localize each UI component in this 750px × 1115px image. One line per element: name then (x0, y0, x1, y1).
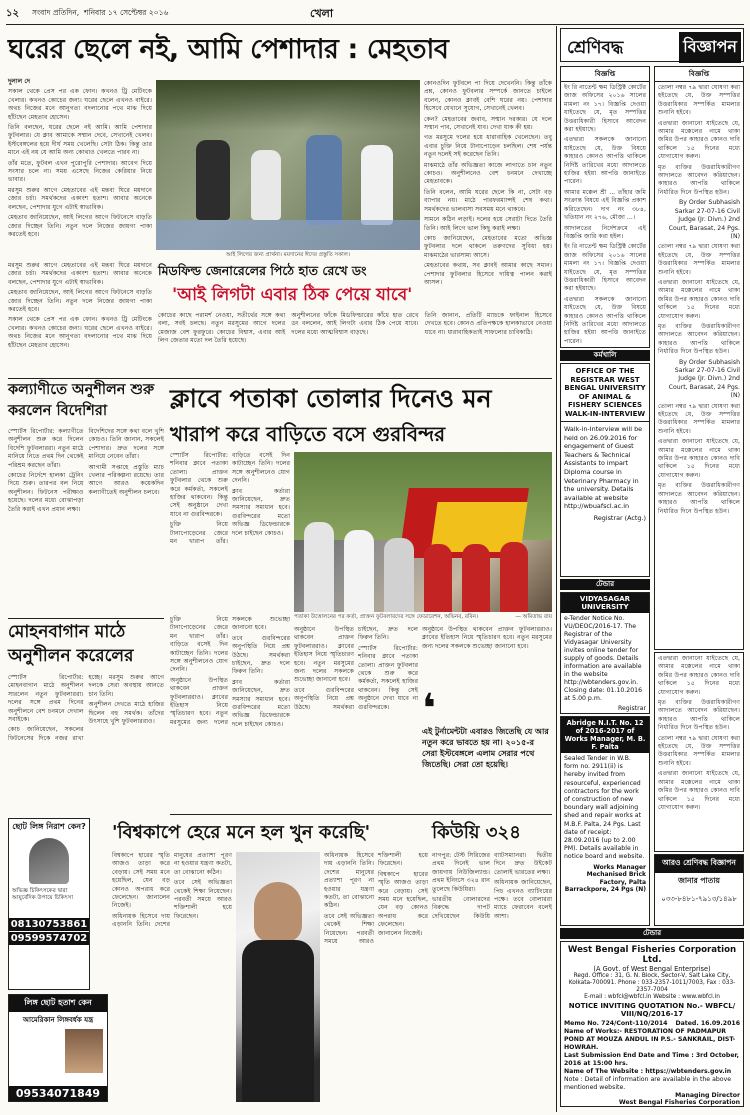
classified-col-2 (654, 66, 744, 650)
lead-headline: ঘরের ছেলে নই, আমি পেশাদার : মেহতাব (8, 34, 449, 65)
lead-photo (156, 80, 420, 250)
classified-col-1 (560, 66, 650, 348)
flag-para: অনুষ্ঠানে উপস্থিত থাকবেন প্রাক্তন ফুটবলাররাও। ক্লাবের ইতিহাস নিয়ে স্মৃতিচারণ হবে। নতুন মরসুমের জন্য দলের সকলকে শুভেচ্ছা জানানো হবে। (294, 626, 354, 684)
classified-item: মৃত ব্যক্তির উত্তরাধিকারীগণ আদালতে আবেদন করিয়াছেন। কাহারও আপত্তি থাকিলে নির্ধারিত দিনে উপস্থিত হউন। (658, 163, 740, 196)
flag-para: অনুষ্ঠানে উপস্থিত থাকবেন প্রাক্তন ফুটবলাররাও। ক্লাবের ইতিহাস নিয়ে স্মৃতিচারণ হবে। নতুন মরসুমের জন্য দলের সকলকে শুভেচ্ছা জানানো হবে। (422, 626, 552, 650)
lead-body-left-cont (8, 262, 152, 374)
flag-body-right2 (422, 626, 552, 690)
classified-item: তোলা নম্বর ৭৯ দ্বারা ঘোষণা করা হইতেছে যে, উক্ত সম্পত্তির উত্তরাধিকার সম্পর্কিত মামলার শুনানি হইবে। (658, 734, 740, 767)
ad-hair-sub: অভিজ্ঞ চিকিৎসকের দ্বারা আয়ুর্বেদিক উপায়ে চিকিৎসা (12, 888, 73, 901)
flag-headline-1: ক্লাবে পতাকা তোলার দিনেও মন (170, 384, 492, 413)
fisheries-note: Note : Detail of information are available in the above mentioned website. (564, 1076, 732, 1091)
classified-item: এতদ্বারা সকলকে জানানো যাইতেছে যে, উক্ত বিষয়ে কাহারও কোনও আপত্তি থাকিলে নির্দিষ্ট তারিখের মধ্যে আদালতে হাজির হইয়া আপত্তি জানাইতে পারেন। (564, 295, 646, 345)
registrar-ad-body: Walk-in-Interview will be held on 26.09.2016 for engagement of Guest Teachers & Technical Assistants to impart Diploma course in Veterinary Pharmacy in the university. Details available at website http://wbuafscl.ac.in (564, 425, 643, 511)
kalyani-para: স্পোর্টস রিপোর্টার: কল্যাণীতে অনুশীলন শুরু করে দিলেন বিদেশি ফুটবলাররা। নতুন মাঠে মানিয়ে নিতে প্রথম দিন থেকেই পরিশ্রম করছেন তাঁরা। (8, 428, 84, 469)
classified-col-2b (654, 652, 744, 852)
midfield-para: তিনি জানান, প্রতিটি ম্যাচকে ফাইনাল হিসেবে দেখতে হবে। কোনও প্রতিপক্ষকে হালকাভাবে নেওয়া যাবে না। ধারাবাহিকতাই সাফল্যের চাবিকাঠি। (424, 312, 552, 336)
header-rule (6, 24, 744, 25)
classified-title-2: বিজ্ঞাপন (679, 32, 741, 63)
registrar-ad-title: OFFICE OF THE REGISTRAR WEST BENGAL UNIVERSITY OF ANIMAL & FISHERY SCIENCES WALK-IN-INTERVIEW (561, 364, 649, 422)
ad-hair-phone-1: 08130753861 (10, 919, 88, 930)
more-classified-title: আরও শ্রেণিবদ্ধ বিজ্ঞাপন (655, 855, 743, 873)
flag-photo (294, 452, 552, 612)
wc-body-right (324, 852, 428, 1102)
abridge-title: Abridge N.I.T. No. 12 of 2016-2017 of Works Manager, M. B. F. Palta (561, 717, 649, 753)
kohli-headline: কিউয়ি ৩২৪ (432, 822, 521, 843)
mohun-body (8, 674, 164, 814)
fisheries-office: Regd. Office : 31, G. N. Block, Sector-V, Salt Lake City, Kolkata-700091. Phone : 033-2357-1011/7003, Fax : 033-2357-7004 (568, 973, 736, 993)
flag-body-right (294, 626, 418, 812)
flag-para: চুক্তি নিয়ে টানাপোড়েনের জেরে মন খারাপ তাঁর। বাড়িতে বসেই দিন কাটাচ্ছেন তিনি। দলের সঙ্গে অনুশীলনেও যোগ দেননি। (170, 452, 290, 546)
fisheries-notice[interactable] (560, 941, 744, 1107)
lead-right-para: কেন? মেহতাবের জবাব, সম্মান দরকার। যে দলে সম্মান পাব, সেখানেই যাব। দেখা যাক কী হয়। (424, 115, 552, 132)
classified-item: ইং রি নাতেন্ট ক্ষম ডিস্ট্রিক্ট কোর্টের জাজ অফিসের ২০১৬ সালের মামলা নং ১৭। বিজ্ঞপ্তি দেওয়া যাইতেছে যে, মৃত সম্পত্তির উত্তরাধিকারী হিসাবে আবেদন করা হইয়াছে। (564, 243, 646, 293)
wc-para: বিশ্বকাপে হারের স্মৃতি আজও তাড়া করে বেড়ায়। সেই সময় মনে হয়েছিল, যেন বড় কোনও অপরাধ করে ফেলেছেন। জানালেন নিজেই। (378, 870, 428, 937)
flag-para: চুক্তি নিয়ে টানাপোড়েনের জেরে মন খারাপ তাঁর। বাড়িতে বসেই দিন কাটাচ্ছেন তিনি। দলের সঙ্গে অনুশীলনেও যোগ দেননি। (170, 616, 228, 674)
mohun-para: স্পোর্টস রিপোর্টার: মোহনবাগান মাঠে অনুশীলন সারলেন নতুন ফুটবলাররা। দলের সঙ্গে প্রথম দিনের অনুশীলনে বেশ চনমনে দেখাল সবাইকে। (8, 674, 84, 724)
section-rule (8, 618, 164, 619)
more-classified-sub: জানার পাতায় (678, 876, 720, 885)
classified-item: এতদ্বারা জানানো যাইতেছে যে, আমার মক্কেলের নামে থাকা জমির উপর কাহারও কোনও দাবি থাকিলে ১৫ দিনের মধ্যে যোগাযোগ করুন। (658, 438, 740, 479)
wc-headline: 'বিশ্বকাপে হেরে মনে হল খুন করেছি' (112, 822, 371, 843)
wc-para: তবে সেই অভিজ্ঞতা থেকেই শিক্ষা নিয়েছেন। পরবর্তী সময়ে আরও শক্তিশালী হয়ে ফিরেছেন। (174, 879, 232, 920)
classified-title (560, 28, 744, 62)
wc-para: অধিনায়ক হিসেবে দায় এড়াননি তিনি। দেশের মানুষের প্রত্যাশা পূরণ না হওয়ার যন্ত্রণা কতটা, তা বোঝানো কঠিন। (112, 852, 232, 929)
more-classified-phone: ০৩৩-৮৪৮১-৭৯১৩/১৪৯৮ (661, 895, 737, 903)
fisheries-last-date: Last Submission End Date and Time : 3rd October, 2016 at 15:00 hrs. (564, 1052, 740, 1067)
classified-col-2-head: বিজ্ঞপ্তি (655, 67, 743, 82)
wc-para: তবে সেই অভিজ্ঞতা থেকেই শিক্ষা নিয়েছেন। পরবর্তী সময়ে আরও শক্তিশালী হয়ে ফিরেছেন। (324, 852, 428, 946)
classified-item: মৃত ব্যক্তির উত্তরাধিকারীগণ আদালতে আবেদন করিয়াছেন। কাহারও আপত্তি থাকিলে নির্ধারিত দিনে উপস্থিত হউন। (658, 322, 740, 356)
lead-right-para: কোচ জানিয়েছেন, মেহতাবের মতো অভিজ্ঞ ফুটবলার দলে থাকলে তরুণদের সুবিধা হয়। মাঝমাঠের ভারসাম্য আসে। (424, 234, 552, 259)
lead-right-para: তিনি বলেন, আমি ঘরের ছেলে কি না, সেটা বড় ব্যাপার নয়। মাঠে পারফরম্যান্সই শেষ কথা। সমর্থকদের ভালবাসা সবসময় মনে থাকবে। (424, 188, 552, 213)
section-rule (8, 378, 552, 379)
tender-band-2: টেন্ডার (560, 928, 744, 939)
classified-item: By Order Subhasish Sarkar 27-07-16 Civil Judge (Jr. Divn.) 2nd Court, Barasat, 24 Pgs. (N) (668, 199, 740, 240)
flag-para: তবে গুরবিন্দরের অনুপস্থিতি নিয়ে প্রশ্ন উঠছে। সমর্থকরা চাইছেন, দ্রুত দলে ফিরুন তিনি। (232, 634, 290, 676)
lead-body-left (8, 78, 152, 258)
classified-item: এতদ্বারা সকলকে জানানো যাইতেছে যে, উক্ত বিষয়ে কাহারও কোনও আপত্তি থাকিলে নির্দিষ্ট তারিখের মধ্যে আদালতে হাজির হইয়া আপত্তি জানাইতে পারেন। (564, 136, 646, 186)
midfield-para: কোচের কাছে পরামর্শ নেওয়া, সতীর্থের সঙ্গে কথা বলা, সবই চলছে। নতুন মরসুমের আগে দলের মেজাজ বেশ ফুরফুরে। কোচের বিশ্বাস, এবার আই লিগ জেতার মতো দল তৈরি হয়েছে। (158, 312, 286, 345)
classified-item: ইং রি নাতেন্ট ক্ষম ডিস্ট্রিক্ট কোর্টের জাজ অফিসের ২০১৬ সালের মামলা নং ১৭। বিজ্ঞপ্তি দেওয়া যাইতেছে যে, মৃত সম্পত্তির উত্তরাধিকারী হিসাবে আবেদন করা হইয়াছে। (564, 84, 646, 134)
flag-para: স্পোর্টস রিপোর্টার: শনিবার ক্লাবে পতাকা তোলা। প্রাক্তন ফুটবলার থেকে শুরু করে কর্মকর্তা, সকলেই হাজির থাকবেন। কিন্তু সেই অনুষ্ঠানে দেখা যাবে না গুরবিন্দরকে। (170, 452, 228, 518)
fisheries-dated: Dated. 16.09.2016 (675, 1020, 740, 1027)
vidyasagar-body: e-Tender Notice No. VU/DEOC/2016-17. The Registrar of the Vidyasagar University invites online tender for supply of goods. Details information are available in the website http://wbtenders.gov.in. Closing date: 01.10.2016 at 5.00 p.m. (564, 615, 643, 702)
flag-pull-quote-box (422, 686, 552, 810)
lead-para: সকাল থেকে প্রেস পর এক ফোন। কখনও ট্রি মেটিংকে খেলার। কখনও কোচের জন্য। ঘরের ছেলে এখনও বাইরে। অথচ নিজের মনে আনুগত্য বদলানোর পথে মাঝ দিয়ে হাঁটছেন মেহতাব হোসেন। (8, 316, 152, 349)
flag-photo-caption (294, 614, 552, 623)
vidyasagar-ad[interactable] (560, 592, 650, 714)
flag-headline-2: খারাপ করে বাড়িতে বসে গুরবিন্দর (170, 422, 446, 446)
ad-hair-title: ছোট লিঙ্গ নিরাশ কেন? (12, 822, 86, 831)
classified-item: মৃত ব্যক্তির উত্তরাধিকারীগণ আদালতে আবেদন করিয়াছেন। কাহারও আপত্তি থাকিলে নির্ধারিত দিনে উপস্থিত হউন। (658, 699, 740, 732)
kohli-para: ভারতীয় বোলারদের বিরুদ্ধে দাপট দেখিয়েছেন কিউয়ি ব্যাটসম্যানরা। দ্বিতীয় দিনে দ্রুত উইকেট তোলাই ভারতের লক্ষ্য। (432, 852, 552, 920)
mohun-para: কোচ জানিয়েছেন, সকলের ফিটনেসের দিকে নজর রাখা হচ্ছে। মরসুম শুরুর আগে দলকে সেরা অবস্থায় আনতে চান তিনি। (8, 674, 164, 742)
classified-item: এতদ্বারা জানানো যাইতেছে যে, আমার মক্কেলের নামে থাকা জমির উপর কাহারও কোনও দাবি থাকিলে ১৫ দিনের মধ্যে যোগাযোগ করুন। (658, 770, 740, 811)
classified-item: তোলা নম্বর ৭৯ দ্বারা ঘোষণা করা হইতেছে যে, উক্ত সম্পত্তির উত্তরাধিকার সম্পর্কিত মামলার শুনানি হইবে। (658, 402, 740, 435)
ad-lingo-photo (65, 1029, 103, 1073)
flag-para: তবে গুরবিন্দরের অনুপস্থিতি নিয়ে প্রশ্ন উঠছে। সমর্থকরা চাইছেন, দ্রুত দলে ফিরুন তিনি। (294, 626, 418, 711)
flag-body-left (170, 452, 290, 614)
lead-para: মেহতাব জানিয়েছেন, আই লিগের আগে ফিটনেসে বাড়তি জোর দিচ্ছেন তিনি। নতুন দলে নিজের জায়গা পাকা করতেই হবে। (8, 214, 152, 238)
wc-photo (236, 852, 320, 1102)
lead-para: মরসুম শুরুর আগে মেহতাবের এই মন্তব্য ঘিরে ময়দানে জোর চর্চা। সমর্থকদের একাংশ হতাশ। আবার অনেকে বলছেন, পেশাদার যুগে এটাই স্বাভাবিক। (8, 262, 152, 286)
mohun-para: অনুশীলন দেখতে মাঠে হাজির ছিলেন বহু সমর্থক। তাঁদের উৎসাহে খুশি ফুটবলাররাও। (88, 701, 164, 726)
fisheries-sign-2: West Bengal Fisheries Corporation (618, 1099, 740, 1106)
lead-para: মরসুম শুরুর আগে মেহতাবের এই মন্তব্য ঘিরে ময়দানে জোর চর্চা। সমর্থকদের একাংশ হতাশ। আবার অনেকে বলছেন, পেশাদার যুগে এটাই স্বাভাবিক। (8, 186, 152, 211)
classified-item: মৃত ব্যক্তির উত্তরাধিকারীগণ আদালতে আবেদন করিয়াছেন। কাহারও আপত্তি থাকিলে নির্ধারিত দিনে উপস্থিত হউন। (658, 482, 740, 515)
flag-caption-text: পতাকা উত্তোলনের পর কর্তা, প্রাক্তন ফুটবলারদের সঙ্গে ফেডারেশন, অভিনব, রবিন। (294, 614, 479, 620)
vidyasagar-sign: Registrar (617, 705, 646, 712)
mohun-headline: মোহনবাগান মাঠে অনুশীলন করেলের (8, 622, 134, 666)
fisheries-email: E-mail : wbfcl@wbfcl.in Website : www.wbfcl.in (584, 994, 720, 1000)
kalyani-body (8, 428, 164, 616)
classified-item: By Order Subhasish Sarkar 27-07-16 Civil Judge (Jr. Divn.) 2nd Court, Barasat, 24 Pgs. (N) (668, 358, 740, 400)
classified-item: আদালতের নির্দেশক্রমে এই বিজ্ঞপ্তি জারি করা হইল। (564, 224, 646, 240)
midfield-body (158, 312, 552, 374)
kohli-body (432, 852, 552, 1102)
lead-right-para: মেহতাবের কথায়, সব ক্লাবই আমার কাছে সমান। পেশাদার ফুটবলার হিসেবে দায়িত্ব পালন করাই আসল। (424, 262, 552, 286)
wc-para: বিশ্বকাপে হারের স্মৃতি আজও তাড়া করে বেড়ায়। সেই সময় মনে হয়েছিল, যেন বড় কোনও অপরাধ করে ফেলেছেন। জানালেন নিজেই। (112, 852, 170, 910)
fisheries-subtitle: (A Govt. of West Bengal Enterprise) (593, 965, 711, 973)
lead-photo-caption: আই লিগের জন্য প্রার্থনা। ময়দানের ঈদের প্রস্তুতি সকাল। (226, 252, 350, 258)
section-name: খেলা (310, 7, 334, 20)
flag-pull-quote: এই টুর্নামেন্টটা এবারও জিতেছি যে আর নতুন করে ভাবতে হয় না। ২০১৫-র সেরা ইস্টবেঙ্গলে এলাম সেরার পথে জিতেছি। সেরা তো হয়েছি। (422, 727, 549, 769)
tender-band: টেন্ডার (560, 579, 650, 590)
lead-para: মেহতাব জানিয়েছেন, আই লিগের আগে ফিটনেসে বাড়তি জোর দিচ্ছেন তিনি। নতুন দলে নিজের জায়গা পাকা করতেই হবে। (8, 289, 152, 314)
midfield-kicker: মিডফিল্ড জেনারেলের পিঠে হাত রেখে ডং (158, 263, 367, 278)
flag-para: স্পোর্টস রিপোর্টার: শনিবার ক্লাবে পতাকা তোলা। প্রাক্তন ফুটবলার থেকে শুরু করে কর্মকর্তা, সকলেই হাজির থাকবেন। কিন্তু সেই অনুষ্ঠানে দেখা যাবে না গুরবিন্দরকে। (358, 644, 418, 711)
classified-item: আমার মক্কেল শ্রী ... তাঁহার জমি সংক্রান্ত বিষয়ে এই বিজ্ঞপ্তি প্রকাশ করিতেছেন। দাগ নং ৩৮৪, খতিয়ান নং ২৭৬, মৌজা ...। (564, 188, 646, 222)
ad-hair-photo (29, 838, 69, 884)
abridge-sign: Works Manager Mechanised Brick Factory, Palta Barrackpore, 24 Pgs (N) (564, 863, 646, 894)
ad-hair[interactable] (8, 818, 90, 990)
classified-item: এতদ্বারা জানানো যাইতেছে যে, আমার মক্কেলের নামে থাকা জমির উপর কাহারও কোনও দাবি থাকিলে ১৫ দিনের মধ্যে যোগাযোগ করুন। (658, 119, 740, 161)
fisheries-memo: Memo No. 724/Cont-110/2014 (564, 1020, 668, 1027)
ad-lingo[interactable] (8, 994, 108, 1102)
ad-lingo-phone: 09534071849 (9, 1086, 107, 1101)
lead-para: সকাল থেকে প্রেস পর এক ফোন। কখনও ট্রি মেটিংকে খেলার। কখনও কোচের জন্য। ঘরের ছেলে এখনও বাইরে। অথচ নিজের মনে আনুগত্য বদলানোর পথে মাঝ দিয়ে হাঁটছেন মেহতাব হোসেন। (8, 88, 152, 121)
classified-item: তোলা নম্বর ৭৯ দ্বারা ঘোষণা করা হইতেছে যে, উক্ত সম্পত্তির উত্তরাধিকার সম্পর্কিত মামলার শুনানি হইবে। (658, 84, 740, 117)
lead-right-para: কোনওদিন ফুটবলে পা দিয়ে দেখেননি। কিন্তু তাঁকে প্রশ্ন, কোনও ফুটবলার সম্পর্কে জানতে চাইলে বলেন, কোনও ক্লাবই বেশি ঘরের নয়। পেশাদার হিসেবে যেখানে সুযোগ, সেখানেই খেলব। (424, 80, 552, 113)
issue-date: শনিবার ১৭ সেপ্টেম্বর ২০১৬ (84, 8, 169, 17)
fisheries-notice-title: NOTICE INVITING QUOTATION No.- WBFCL/ VIII/NQ/2016-17 (568, 1002, 736, 1018)
page-header (0, 0, 750, 24)
lead-right-para: গত মরসুমে দলের হয়ে ধারাবাহিক খেলেছেন। তবু এবার চুক্তি নিয়ে টানাপোড়েন চলছিল। শেষ পর্যন্ত নতুন দলেই সই করেছেন তিনি। (424, 134, 552, 159)
classified-item: এতদ্বারা জানানো যাইতেছে যে, আমার মক্কেলের নামে থাকা জমির উপর কাহারও কোনও দাবি থাকিলে ১৫ দিনের মধ্যে যোগাযোগ করুন। (658, 278, 740, 320)
abridge-body: Sealed Tender in W.B. form no. 2911(ii) is hereby invited from resourceful, experienced contractors for the work of construction of new boundary wall adjoining shed and repair works at M.B.F. Palta, 24 Pgs. Last date of receipt: 28.09.2016 (up to 2.00 PM). Details available in notice board and website. (564, 755, 645, 861)
flag-para: ক্লাব কর্তারা জানিয়েছেন, দ্রুত সমস্যার সমাধান হবে। গুরবিন্দরের মতো অভিজ্ঞ ডিফেন্ডারকে দলে চাইছেন কোচও। (232, 678, 290, 728)
registrar-ad[interactable] (560, 363, 650, 577)
flag-para: ক্লাব কর্তারা জানিয়েছেন, দ্রুত সমস্যার সমাধান হবে। গুরবিন্দরের মতো অভিজ্ঞ ডিফেন্ডারকে দলে চাইছেন কোচও। (232, 487, 290, 537)
wc-body-left (112, 852, 232, 1102)
classified-col-1-head: বিজ্ঞপ্তি (561, 67, 649, 82)
fisheries-sign-1: Managing Director (675, 1092, 740, 1099)
fisheries-website: Name of The Website : https://wbtenders.gov.in (564, 1068, 732, 1075)
lead-para: তিনি বলছেন, ঘরের ছেলে নই আমি। আমি পেশাদার ফুটবলার। যে ক্লাব আমাকে সম্মান দেবে, সেখানেই খেলব। ইস্টবেঙ্গলের হয়ে দীর্ঘ সময় খেলেছি। সেটা ঠিক। কিন্তু তার মানে এই নয় যে আমি অন্য কোথাও খেলতে পারব না। (8, 124, 152, 157)
kohli-para: অধিনায়ক জানিয়েছেন, পিচ এখনও ব্যাটিংয়ের পক্ষে। তবে বোলাররা ম্যাচে ফেরাবেন বলেই আশা। (494, 879, 552, 920)
fisheries-title: West Bengal Fisheries Corporation Ltd. (567, 945, 737, 965)
lead-right-para: মাঝমাঠে তাঁর অভিজ্ঞতা কাজে লাগাতে চান নতুন কোচও। অনুশীলনেও বেশ চনমনে দেখাচ্ছে মেহতাবকে। (424, 161, 552, 186)
quote-mark-icon: ❛ (422, 686, 436, 732)
vidyasagar-title: VIDYASAGAR UNIVERSITY (561, 593, 649, 613)
kalyani-headline: কল্যাণীতে অনুশীলন শুরু করলেন বিদেশিরা (8, 382, 155, 419)
classified-item: এতদ্বারা জানানো যাইতেছে যে, আমার মক্কেলের নামে থাকা জমির উপর কাহারও কোনও দাবি থাকিলে ১৫ দিনের মধ্যে যোগাযোগ করুন। (658, 655, 740, 696)
midfield-para: অনুশীলনের ফাঁকে মিডফিল্ডারের কাঁধে হাত রেখে ডং বললেন, আই লিগটা এবার ঠিক পেয়ে যাবে। দলের মধ্যে আত্মবিশ্বাস বাড়ছে। (291, 312, 419, 336)
lead-right-para: সামনে কঠিন লড়াই। দলের হয়ে সেরাটা দিতে তৈরি তিনি। আই লিগে ভাল কিছু করাই লক্ষ্য। (424, 216, 552, 232)
kohli-para: নাগপুর: টেস্ট সিরিজের প্রথম দিনেই ভাল জায়গায় নিউজিল্যান্ড। প্রথম ইনিংসে ৩২৪ রান তুলেছে কিউয়িরা। (432, 852, 490, 893)
registrar-ad-sign: Registrar (Actg.) (593, 513, 646, 522)
kalyani-para: বিদেশিদের সঙ্গে কথা বলে খুশি কোচও। তিনি জানান, সকলেই পেশাদার। দ্রুত দলের সঙ্গে মানিয়ে নেবেন তাঁরা। (88, 428, 164, 461)
flag-para: অনুষ্ঠানে উপস্থিত থাকবেন প্রাক্তন ফুটবলাররাও। ক্লাবের ইতিহাস নিয়ে স্মৃতিচারণ হবে। নতুন মরসুমের জন্য দলের সকলকে শুভেচ্ছা জানানো হবে। (170, 616, 290, 726)
lead-body-right (424, 80, 552, 286)
paper-name: সংবাদ প্রতিদিন, (32, 8, 80, 17)
lead-para: তাঁর মতে, ফুটবল এখন পুরোপুরি পেশাদার। আবেগ দিয়ে সংসার চলে না। সময় এসেছে নিজের কেরিয়ার নিয়ে ভাবার। (8, 159, 152, 184)
karmakhali-band: কর্মখালি (560, 350, 650, 361)
midfield-quote: 'আই লিগটা এবার ঠিক পেয়ে যাবে' (172, 285, 413, 305)
wc-para: অধিনায়ক হিসেবে দায় এড়াননি তিনি। দেশের মানুষের প্রত্যাশা পূরণ না হওয়ার যন্ত্রণা কতটা, তা বোঝানো কঠিন। (324, 852, 374, 910)
ad-lingo-title: লিঙ্গ ছোট হতাশ কেন (9, 995, 107, 1012)
flag-body-lower (170, 616, 290, 812)
ad-hair-phone-2: 09599574702 (10, 933, 88, 944)
classified-title-1: শ্রেণিবদ্ধ (567, 38, 624, 58)
fisheries-works: Name of Works:- RESTORATION OF PADMAPUR POND AT MOUZA ANDUL IN P.S.- SANKRAIL, DIST-HOWRAH. (564, 1028, 736, 1051)
page-number: ১২ (6, 8, 19, 19)
classified-divider (556, 26, 557, 1112)
section-rule (170, 814, 552, 815)
kalyani-para: আগামী সপ্তাহে প্রস্তুতি ম্যাচ খেলার পরিকল্পনা রয়েছে। তার আগে আরও কয়েকদিন কল্যাণীতেই অনুশীলন চলবে। (88, 463, 164, 496)
lead-byline: দুলাল দে (8, 78, 31, 85)
classified-item: তোলা নম্বর ৭৯ দ্বারা ঘোষণা করা হইতেছে যে, উক্ত সম্পত্তির উত্তরাধিকার সম্পর্কিত মামলার শুনানি হইবে। (658, 243, 740, 276)
abridge-ad[interactable] (560, 716, 650, 926)
ad-lingo-sub: আমেরিকান লিঙ্গবর্ধক যন্ত্র (22, 1016, 94, 1024)
kalyani-para: কোচের নির্দেশে হালকা ট্রেনিং দিয়ে শুরু। তারপর বল নিয়ে অনুশীলন। ফিটনেস পরীক্ষাও হয়েছে। দলের মধ্যে বোঝাপড়া তৈরি করাই এখন প্রধান লক্ষ্য। (8, 472, 84, 513)
flag-photo-credit: — অমিতাভ রায় (515, 614, 552, 620)
more-classified-box[interactable] (654, 854, 744, 926)
